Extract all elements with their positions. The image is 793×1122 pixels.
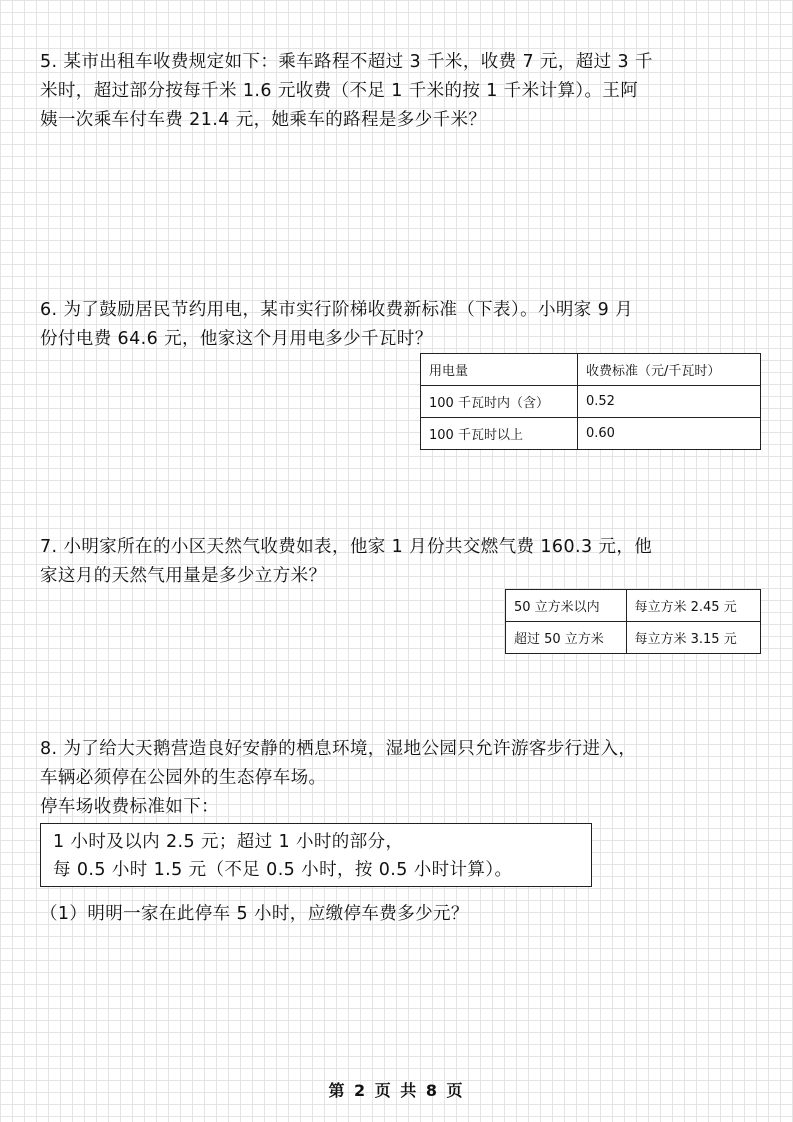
question-7 (40, 533, 760, 591)
parking-fee-line: 每 0.5 小时 1.5 元（不足 0.5 小时，按 0.5 小时计算）。 (53, 860, 513, 880)
table-row (506, 590, 761, 622)
question-5-line: 5. 某市出租车收费规定如下：乘车路程不超过 3 千米，收费 7 元，超过 3 千 (40, 52, 653, 72)
table-cell: 每立方米 2.45 元 (626, 590, 761, 622)
table-cell: 100 千瓦时内（含） (421, 386, 578, 418)
question-6 (40, 296, 760, 354)
table-cell: 超过 50 立方米 (506, 622, 627, 654)
electricity-rate-table (420, 353, 761, 450)
question-8 (40, 735, 760, 822)
table-row (421, 418, 761, 450)
table-cell: 0.60 (578, 418, 761, 450)
parking-fee-box (40, 823, 592, 887)
question-7-line: 7. 小明家所在的小区天然气收费如表，他家 1 月份共交燃气费 160.3 元，他 (40, 537, 653, 557)
question-6-line: 份付电费 64.6 元，他家这个月用电多少千瓦时？ (40, 329, 433, 349)
question-8-sub-1 (40, 900, 760, 929)
table-cell: 100 千瓦时以上 (421, 418, 578, 450)
table-header-row (421, 354, 761, 386)
table-row (506, 622, 761, 654)
question-5-line: 米时，超过部分按每千米 1.6 元收费（不足 1 千米的按 1 千米计算）。王阿 (40, 81, 639, 101)
table-header-cell: 用电量 (421, 354, 578, 386)
question-5-line: 姨一次乘车付车费 21.4 元，她乘车的路程是多少千米？ (40, 110, 487, 130)
question-6-line: 6. 为了鼓励居民节约用电，某市实行阶梯收费新标准（下表）。小明家 9 月 (40, 300, 634, 320)
question-8-line: 停车场收费标准如下： (40, 797, 219, 817)
question-8-sub-1-text: （1）明明一家在此停车 5 小时，应缴停车费多少元？ (40, 904, 469, 924)
question-8-line: 8. 为了给大天鹅营造良好安静的栖息环境，湿地公园只允许游客步行进入， (40, 739, 637, 759)
table-cell: 0.52 (578, 386, 761, 418)
question-5 (40, 48, 760, 135)
gas-rate-table (505, 589, 761, 654)
parking-fee-line: 1 小时及以内 2.5 元；超过 1 小时的部分， (53, 832, 404, 852)
page-number: 第 2 页 共 8 页 (328, 1081, 465, 1100)
table-header-cell: 收费标准（元/千瓦时） (578, 354, 761, 386)
question-8-line: 车辆必须停在公园外的生态停车场。 (40, 768, 327, 788)
question-7-line: 家这月的天然气用量是多少立方米？ (40, 566, 327, 586)
table-cell: 50 立方米以内 (506, 590, 627, 622)
table-cell: 每立方米 3.15 元 (626, 622, 761, 654)
table-row (421, 386, 761, 418)
